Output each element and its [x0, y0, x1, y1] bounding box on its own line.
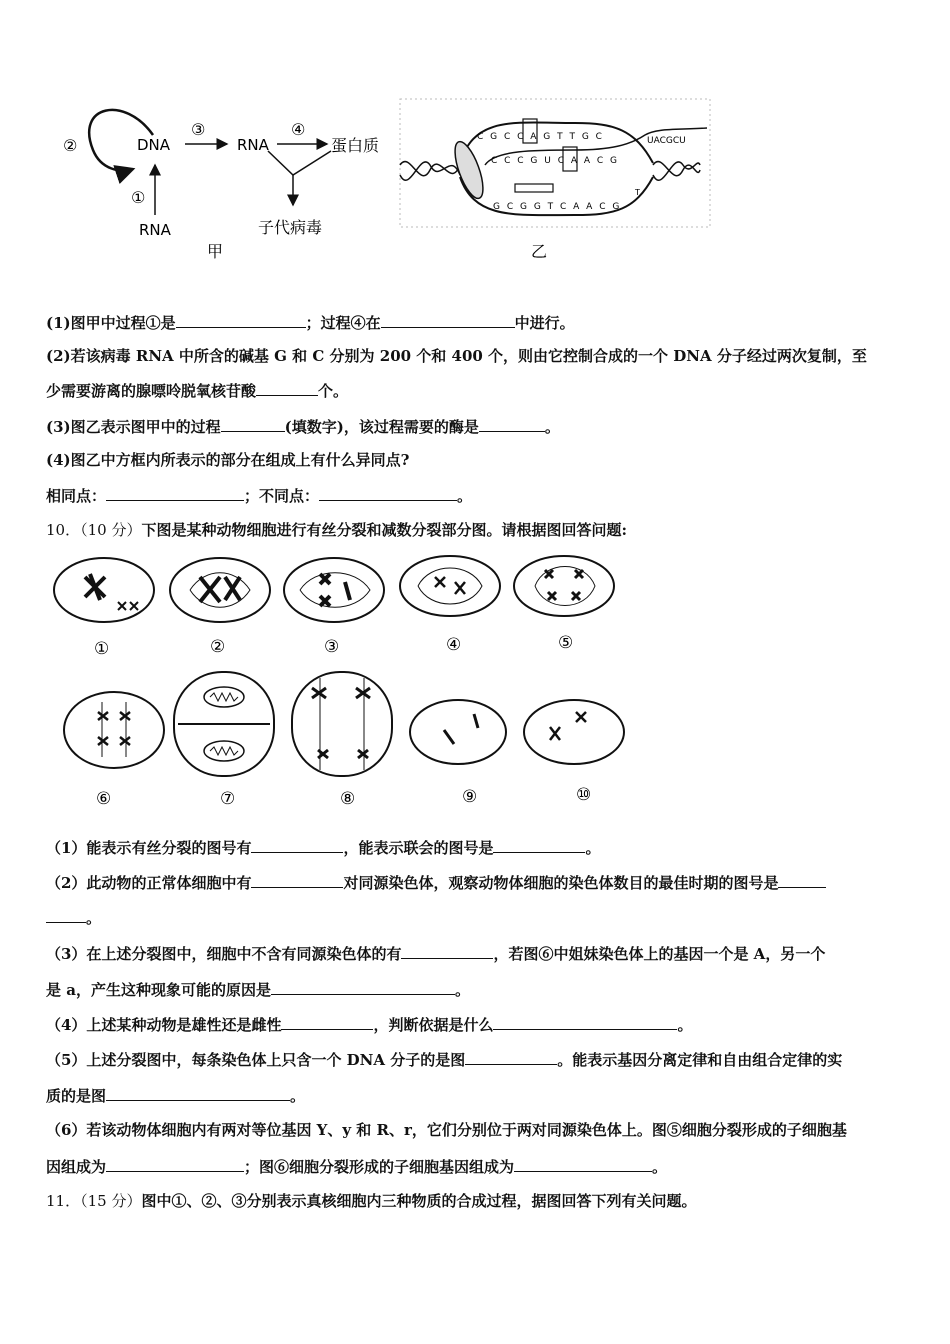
q10-s3-text-a: （3）在上述分裂图中，细胞中不含有同源染色体的有 — [46, 945, 402, 963]
dna-helix-right-b — [653, 162, 700, 180]
q10-sub6-line1: （6）若该动物体细胞内有两对等位基因 Y、y 和 R、r，它们分别位于两对同源染色体上。图⑤细胞分裂形成的子细胞基 — [46, 1121, 847, 1139]
q9-part1 — [46, 312, 575, 333]
bottom-strand-bases: G C G G T C A A C G — [493, 202, 622, 212]
cell-label-8: ⑧ — [340, 789, 356, 809]
q10-heading — [46, 520, 627, 540]
cell-4 — [400, 556, 500, 616]
q10-s5-blank-a[interactable] — [465, 1049, 557, 1065]
protein-label: 蛋白质 — [331, 136, 380, 155]
box-blank — [515, 184, 553, 192]
q10-s1-blank-b[interactable] — [493, 837, 585, 853]
cell-3-chromosomes — [320, 574, 350, 606]
q10-s4-text-c: 。 — [677, 1016, 693, 1034]
q9-p5-text-c: 。 — [457, 487, 473, 505]
q9-p1-blank-b[interactable] — [381, 312, 515, 328]
q10-sub6-line2 — [46, 1156, 667, 1177]
cell-5 — [514, 556, 614, 616]
cell-label-10: ⑩ — [576, 785, 592, 805]
q10-s6-text-b: 因组成为 — [46, 1158, 107, 1176]
q9-part2-line1: (2)若该病毒 RNA 中所含的碱基 G 和 C 分别为 200 个和 400 个，则由它控制合成的一个 DNA 分子经过两次复制，至 — [46, 347, 867, 365]
cell-label-1: ① — [94, 639, 110, 659]
q9-p3-text-b: (填数字)，该过程需要的酶是 — [284, 418, 479, 436]
q10-sub1 — [46, 837, 600, 858]
q9-part2-line2 — [46, 380, 348, 401]
cell-6-chromosomes — [98, 712, 130, 745]
q10-heading-text: 下图是某种动物细胞进行有丝分裂和减数分裂部分图。请根据图回答问题: — [141, 521, 627, 539]
q10-s2-text-b: 对同源染色体，观察动物体细胞的染色体数目的最佳时期的图号是 — [343, 874, 779, 892]
cell-4-chromosomes — [435, 577, 465, 594]
circle-3-label: ③ — [191, 120, 206, 139]
q11-number: 11．（15 分） — [46, 1192, 142, 1210]
dna-helix-right-a — [653, 162, 700, 176]
q10-sub5-line1 — [46, 1049, 842, 1070]
q9-p2-text-b: 少需要游离的腺嘌呤脱氧核苷酸 — [46, 382, 257, 400]
q10-s6-blank-a[interactable] — [106, 1156, 244, 1172]
cell-label-5: ⑤ — [558, 633, 574, 653]
cell-8-chromosomes — [312, 688, 370, 758]
q10-sub3-line1 — [46, 943, 825, 964]
cell-1-chromosomes — [85, 574, 105, 600]
cell-label-4: ④ — [446, 635, 462, 655]
dna-helix-left-a — [400, 162, 460, 176]
figure-yi-caption: 乙 — [531, 242, 548, 261]
cell-label-6: ⑥ — [96, 789, 112, 809]
q10-s2-text-c: 。 — [86, 909, 102, 927]
q9-p5-blank-b[interactable] — [319, 485, 457, 501]
assembly-lines — [268, 151, 331, 175]
rna-label: RNA — [237, 136, 269, 154]
q10-s3-text-c: 是 a，产生这种现象可能的原因是 — [46, 981, 271, 999]
offspring-virus-label: 子代病毒 — [258, 218, 323, 237]
rna-bottom-label: RNA — [139, 221, 171, 239]
rna-polymerase — [449, 138, 488, 201]
figure-jia — [55, 95, 395, 265]
q11-heading-text: 图中①、②、③分别表示真核细胞内三种物质的合成过程，据图回答下列有关问题。 — [141, 1192, 697, 1210]
circle-4-label: ④ — [291, 120, 306, 139]
cell-division-figure — [50, 552, 630, 812]
q10-s5-blank-b[interactable] — [106, 1085, 290, 1101]
q10-s3-blank-a[interactable] — [401, 943, 493, 959]
q9-part5 — [46, 485, 472, 506]
q10-s5-text-d: 。 — [290, 1087, 306, 1105]
cell-9-chromosomes — [444, 714, 478, 744]
cell-5-chromosomes — [545, 570, 583, 600]
q9-p5-blank-a[interactable] — [106, 485, 244, 501]
cell-2-chromosomes — [200, 577, 240, 602]
q9-p1-blank-a[interactable] — [176, 312, 306, 328]
cell-1-small-chromosomes — [118, 602, 138, 610]
q9-p3-text-c: 。 — [544, 418, 560, 436]
q10-s4-text-a: （4）上述某种动物是雄性还是雌性 — [46, 1016, 282, 1034]
q9-p2-blank[interactable] — [256, 380, 318, 396]
cell-label-2: ② — [210, 637, 226, 657]
cell-8 — [292, 672, 392, 776]
cell-9 — [410, 700, 506, 764]
q9-p1-text-b: ；过程④在 — [305, 314, 381, 332]
q10-s3-blank-b[interactable] — [271, 979, 455, 995]
cell-5-spindle — [535, 567, 595, 606]
q9-p5-text-b: ；不同点： — [244, 487, 320, 505]
figure-yi — [395, 95, 715, 265]
q10-s2-blank-b-cont[interactable] — [46, 907, 86, 923]
q10-s2-blank-a[interactable] — [251, 872, 343, 888]
q10-s1-text-a: （1）能表示有丝分裂的图号有 — [46, 839, 252, 857]
q10-sub5-line2 — [46, 1085, 305, 1106]
q10-number: 10．（10 分） — [46, 521, 142, 539]
q9-p3-blank-a[interactable] — [221, 416, 285, 432]
figure-yi-diagram — [395, 95, 715, 265]
circle-2-label: ② — [63, 136, 78, 155]
q9-p1-text-c: 中进行。 — [514, 314, 575, 332]
q9-p3-text-a: (3)图乙表示图甲中的过程 — [46, 418, 221, 436]
q10-sub4 — [46, 1014, 692, 1035]
q10-s3-text-b: ，若图⑥中姐妹染色体上的基因一个是 A，另一个 — [493, 945, 826, 963]
cell-3 — [284, 558, 384, 622]
cell-1 — [54, 558, 154, 622]
q9-p5-text-a: 相同点： — [46, 487, 107, 505]
q10-s1-blank-a[interactable] — [251, 837, 343, 853]
q10-s6-text-d: 。 — [652, 1158, 668, 1176]
q10-s6-blank-b[interactable] — [514, 1156, 652, 1172]
q10-sub2 — [46, 872, 826, 893]
q9-part3 — [46, 416, 560, 437]
cell-10 — [524, 700, 624, 764]
q10-s5-text-c: 质的是图 — [46, 1087, 107, 1105]
rna-tail-bases: UACGCU — [647, 136, 686, 146]
cell-3-spindle — [300, 573, 370, 608]
q10-s6-text-c: ；图⑥细胞分裂形成的子细胞基因组成为 — [244, 1158, 515, 1176]
cell-6-spindle — [102, 702, 126, 757]
cell-4-spindle — [418, 568, 482, 604]
q10-s4-text-b: ，判断依据是什么 — [373, 1016, 494, 1034]
cell-division-diagram — [50, 552, 630, 812]
figure-jia-caption: 甲 — [207, 242, 224, 261]
top-strand-bases: C G C C A G T T G C — [477, 132, 604, 142]
q9-part4: (4)图乙中方框内所表示的部分在组成上有什么异同点? — [46, 451, 410, 469]
circle-1-label: ① — [131, 188, 146, 207]
dna-label: DNA — [137, 136, 171, 154]
cell-10-chromosomes — [550, 712, 586, 740]
cell-2 — [170, 558, 270, 622]
q10-s4-blank-b[interactable] — [493, 1014, 677, 1030]
q9-p1-text-a: (1)图甲中过程①是 — [46, 314, 176, 332]
cell-label-9: ⑨ — [462, 787, 478, 807]
cell-label-3: ③ — [324, 637, 340, 657]
q10-s1-text-c: 。 — [585, 839, 601, 857]
q10-s5-text-b: 。能表示基因分离定律和自由组合定律的实 — [557, 1051, 843, 1069]
cell-label-7: ⑦ — [220, 789, 236, 809]
q10-s2-text-a: （2）此动物的正常体细胞中有 — [46, 874, 252, 892]
q10-sub3-line2 — [46, 979, 470, 1000]
cell-6 — [64, 692, 164, 768]
q10-s1-text-b: ，能表示联会的图号是 — [343, 839, 494, 857]
q9-p3-blank-b[interactable] — [479, 416, 545, 432]
q10-s5-text-a: （5）上述分裂图中，每条染色体上只含一个 DNA 分子的是图 — [46, 1051, 466, 1069]
q10-s4-blank-a[interactable] — [281, 1014, 373, 1030]
figure-jia-diagram — [55, 95, 395, 265]
t-mark: T — [635, 188, 640, 197]
q10-s2-blank-b[interactable] — [778, 872, 826, 888]
q10-s3-text-d: 。 — [454, 981, 470, 999]
q10-sub2-cont — [46, 907, 101, 928]
q9-p2-text-c: 个。 — [318, 382, 349, 400]
q11-heading — [46, 1191, 696, 1211]
mid-strand-bases: C C C G U C A A C G — [491, 156, 620, 166]
